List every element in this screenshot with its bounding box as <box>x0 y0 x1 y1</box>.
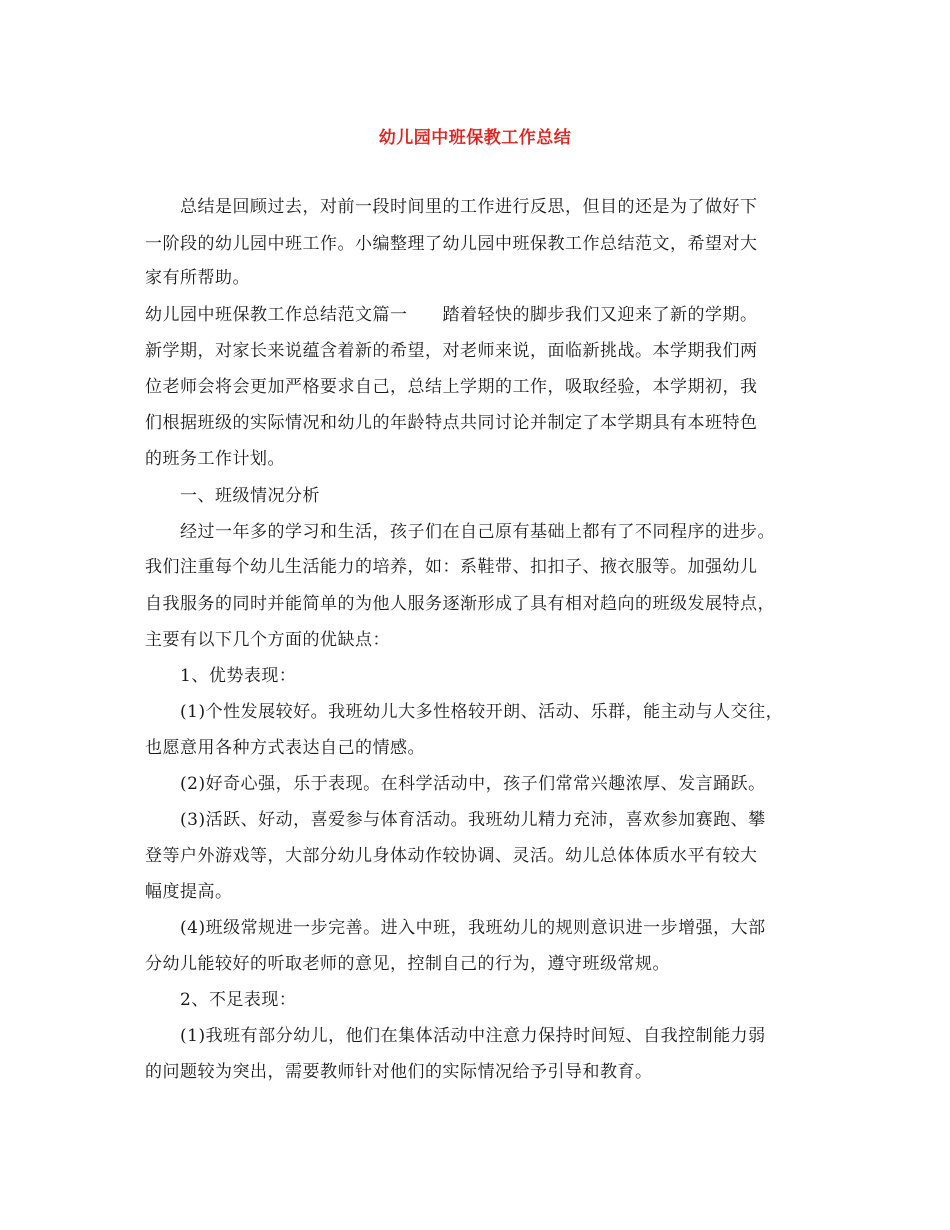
paragraph-line: 登等户外游戏等，大部分幼儿身体动作较协调、灵活。幼儿总体体质水平有较大 <box>145 846 758 866</box>
document-title: 幼儿园中班保教工作总结 <box>378 128 572 148</box>
paragraph-line: 的问题较为突出，需要教师针对他们的实际情况给予引导和教育。 <box>145 1062 653 1082</box>
paragraph-line: 也愿意用各种方式表达自己的情感。 <box>145 738 425 758</box>
paragraph-line: 的班务工作计划。 <box>145 449 285 469</box>
section-heading: 一、班级情况分析 <box>180 486 320 506</box>
paragraph-line: 新学期，对家长来说蕴含着新的希望，对老师来说，面临新挑战。本学期我们两 <box>145 341 758 361</box>
paragraph-line: 自我服务的同时并能简单的为他人服务逐渐形成了具有相对趋向的班级发展特点， <box>145 594 775 614</box>
paragraph-line: 们根据班级的实际情况和幼儿的年龄特点共同讨论并制定了本学期具有本班特色 <box>145 413 758 433</box>
paragraph-line: 主要有以下几个方面的优缺点： <box>145 630 390 650</box>
paragraph-line: 我们注重每个幼儿生活能力的培养，如：系鞋带、扣扣子、掖衣服等。加强幼儿 <box>145 557 758 577</box>
paragraph-line: 位老师会将会更加严格要求自己，总结上学期的工作，吸取经验，本学期初，我 <box>145 377 758 397</box>
paragraph-line: (2)好奇心强，乐于表现。在科学活动中，孩子们常常兴趣浓厚、发言踊跃。 <box>180 774 766 794</box>
paragraph-line: (1)我班有部分幼儿，他们在集体活动中注意力保持时间短、自我控制能力弱 <box>180 1026 766 1046</box>
paragraph-line: 总结是回顾过去，对前一段时间里的工作进行反思，但目的还是为了做好下 <box>180 197 758 217</box>
paragraph-line: (1)个性发展较好。我班幼儿大多性格较开朗、活动、乐群，能主动与人交往， <box>180 702 784 722</box>
subsection-heading: 2、不足表现： <box>180 990 297 1010</box>
paragraph-line: 分幼儿能较好的听取老师的意见，控制自己的行为，遵守班级常规。 <box>145 954 670 974</box>
paragraph-line: (4)班级常规进一步完善。进入中班，我班幼儿的规则意识进一步增强，大部 <box>180 918 766 938</box>
paragraph-line: 幼儿园中班保教工作总结范文篇一 踏着轻快的脚步我们又迎来了新的学期。 <box>145 305 758 325</box>
paragraph-line: 家有所帮助。 <box>145 268 250 288</box>
paragraph-line: (3)活跃、好动，喜爱参与体育活动。我班幼儿精力充沛，喜欢参加赛跑、攀 <box>180 810 766 830</box>
subsection-heading: 1、优势表现： <box>180 666 297 686</box>
paragraph-line: 幅度提高。 <box>145 882 233 902</box>
paragraph-line: 经过一年多的学习和生活，孩子们在自己原有基础上都有了不同程序的进步。 <box>180 522 775 542</box>
paragraph-line: 一阶段的幼儿园中班工作。小编整理了幼儿园中班保教工作总结范文，希望对大 <box>145 234 758 254</box>
